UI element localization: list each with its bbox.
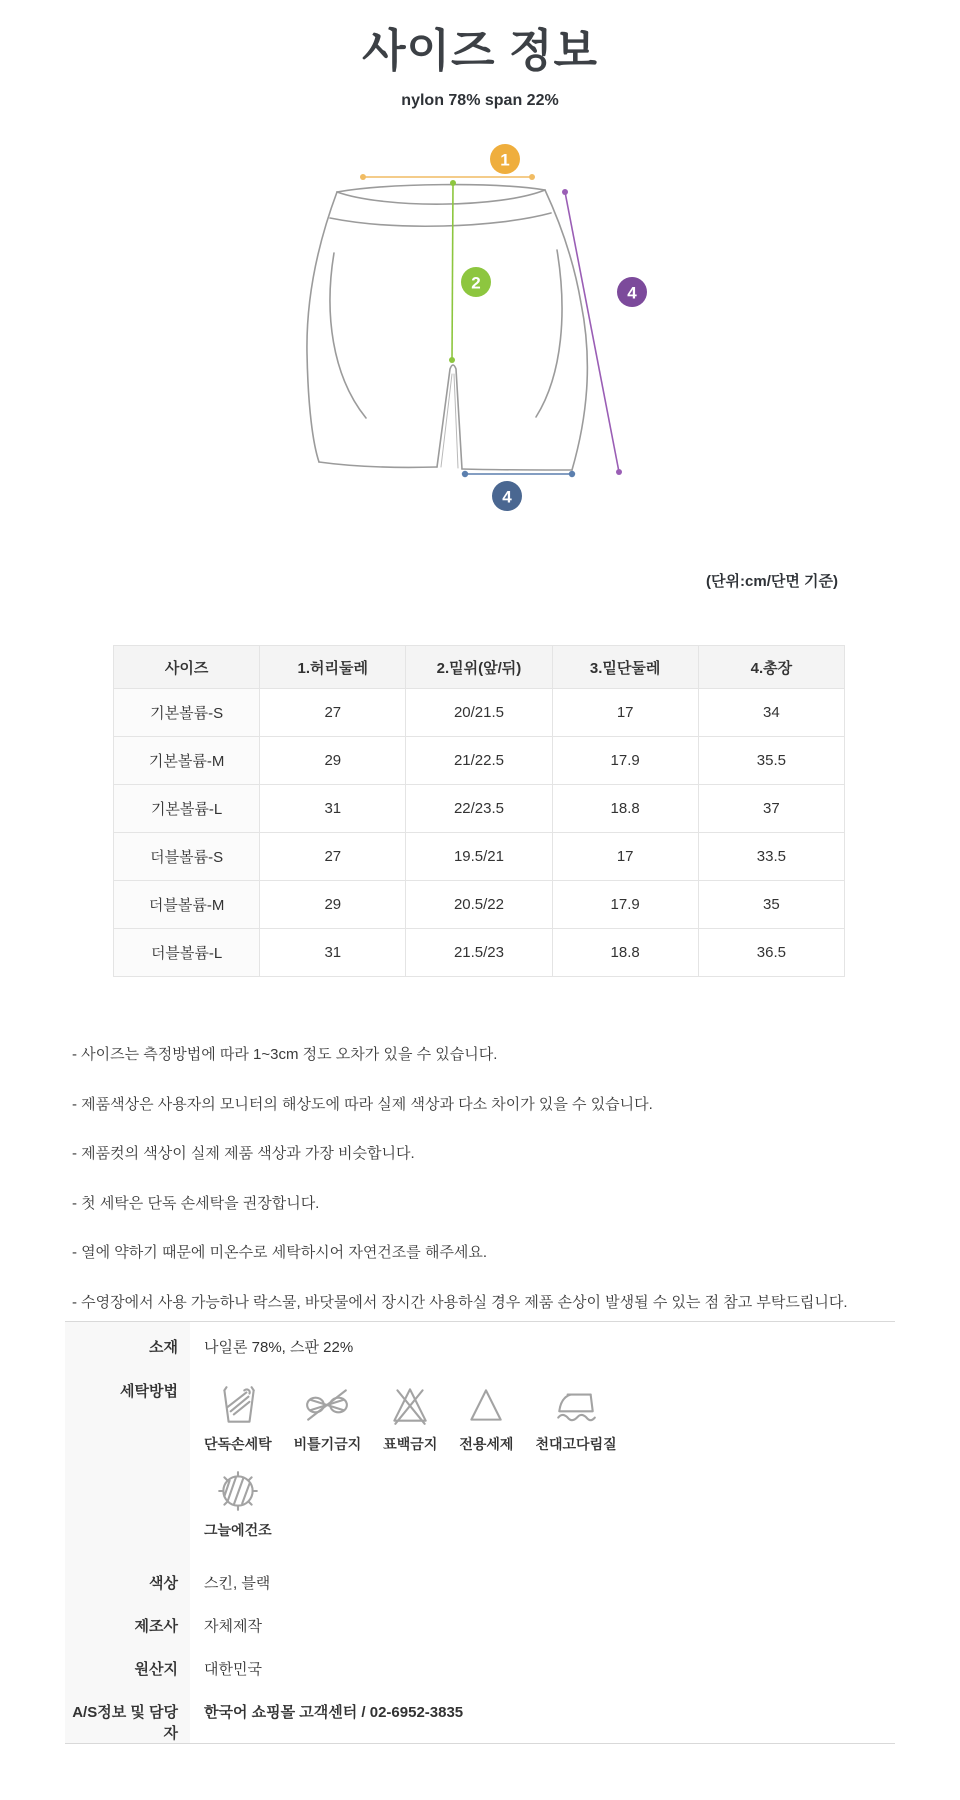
table-row (114, 929, 845, 977)
marker-rise (449, 180, 491, 363)
table-cell: 18.8 (552, 785, 698, 833)
care-value: 한국어 쇼핑몰 고객센터 / 02-6952-3835 (204, 1704, 464, 1721)
wash-label: 비틀기금지 (293, 1436, 362, 1452)
table-cell: 21/22.5 (406, 737, 552, 785)
table-cell: 29 (260, 881, 406, 929)
size-table (113, 645, 845, 977)
table-cell: 36.5 (698, 929, 844, 977)
table-cell: 21.5/23 (406, 929, 552, 977)
wash-method-icons (190, 1366, 617, 1558)
care-value: 대한민국 (204, 1661, 262, 1678)
notice-item: - 열에 약하기 때문에 미온수로 세탁하시어 자연건조를 해주세요. (72, 1244, 488, 1261)
table-cell: 20.5/22 (406, 881, 552, 929)
size-name-cell: 기본볼륨-S (114, 689, 260, 737)
care-row-origin (65, 1644, 895, 1687)
table-cell: 27 (260, 689, 406, 737)
neutral-detergent-icon (463, 1382, 509, 1428)
unit-note: (단위:cm/단면 기준) (706, 573, 838, 590)
table-row (114, 737, 845, 785)
table-row (114, 689, 845, 737)
care-label: 색상 (65, 1558, 190, 1601)
table-cell: 22/23.5 (406, 785, 552, 833)
dry-in-shade-icon (215, 1468, 261, 1514)
marker-length-number: 4 (627, 283, 637, 303)
care-row-color (65, 1558, 895, 1601)
care-row-as-info (65, 1687, 895, 1743)
table-cell: 17 (552, 689, 698, 737)
column-header: 사이즈 (114, 646, 260, 689)
hand-wash-icon (215, 1382, 261, 1428)
table-cell: 17 (552, 833, 698, 881)
notice-list (72, 1044, 908, 1341)
table-cell: 34 (698, 689, 844, 737)
size-name-cell: 더블볼륨-L (114, 929, 260, 977)
care-label: A/S정보 및 담당자 (65, 1687, 190, 1743)
table-row (114, 881, 845, 929)
column-header: 4.총장 (698, 646, 844, 689)
page-title: 사이즈 정보 (362, 25, 598, 76)
wash-label: 그늘에건조 (204, 1522, 272, 1538)
wash-label: 단독손세탁 (204, 1436, 272, 1452)
care-row-manufacturer (65, 1601, 895, 1644)
table-cell: 35.5 (698, 737, 844, 785)
marker-waist-number: 1 (500, 150, 510, 170)
wash-item (204, 1382, 272, 1454)
wash-label: 천대고다림질 (535, 1436, 617, 1452)
column-header: 2.밑위(앞/뒤) (406, 646, 552, 689)
table-cell: 27 (260, 833, 406, 881)
size-table-header-row (114, 646, 845, 689)
table-row (114, 785, 845, 833)
marker-rise-number: 2 (471, 273, 481, 293)
table-cell: 20/21.5 (406, 689, 552, 737)
wash-label: 전용세제 (459, 1436, 514, 1452)
care-label: 소재 (65, 1322, 190, 1366)
fabric-subtitle: nylon 78% span 22% (401, 92, 559, 109)
no-bleach-icon (387, 1382, 433, 1428)
care-label: 세탁방법 (65, 1366, 190, 1558)
notice-item: - 사이즈는 측정방법에 따라 1~3cm 정도 오차가 있을 수 있습니다. (72, 1046, 498, 1063)
no-wring-icon (304, 1382, 350, 1428)
wash-label: 표백금지 (383, 1436, 438, 1452)
column-header: 1.허리둘레 (260, 646, 406, 689)
care-value: 스킨, 블랙 (204, 1575, 271, 1592)
iron-with-cloth-icon (553, 1382, 599, 1428)
table-cell: 35 (698, 881, 844, 929)
table-cell: 31 (260, 929, 406, 977)
care-info-table (65, 1321, 895, 1744)
wash-item (383, 1382, 437, 1454)
care-label: 원산지 (65, 1644, 190, 1687)
wash-item (204, 1468, 272, 1540)
wash-icons-row (204, 1382, 617, 1454)
care-row-wash (65, 1366, 895, 1558)
notice-item: - 제품컷의 색상이 실제 제품 색상과 가장 비슷합니다. (72, 1145, 415, 1162)
marker-waist (360, 144, 535, 180)
column-header: 3.밑단둘레 (552, 646, 698, 689)
table-cell: 29 (260, 737, 406, 785)
size-name-cell: 더블볼륨-M (114, 881, 260, 929)
table-row (114, 833, 845, 881)
wash-item (294, 1382, 362, 1454)
marker-hem (462, 471, 575, 511)
table-cell: 17.9 (552, 737, 698, 785)
marker-length (562, 189, 647, 475)
notice-item: - 첫 세탁은 단독 손세탁을 권장합니다. (72, 1194, 320, 1212)
table-cell: 33.5 (698, 833, 844, 881)
care-row-material (65, 1322, 895, 1366)
wash-icons-row (204, 1468, 617, 1540)
care-value: 자체제작 (204, 1618, 262, 1635)
size-name-cell: 더블볼륨-S (114, 833, 260, 881)
table-cell: 31 (260, 785, 406, 833)
size-name-cell: 기본볼륨-L (114, 785, 260, 833)
notice-item: - 수영장에서 사용 가능하나 락스물, 바닷물에서 장시간 사용하실 경우 제품 손상이 발생될 수 있는 점 참고 부탁드립니다. (72, 1293, 848, 1311)
care-value: 나일론 78%, 스판 22% (204, 1339, 354, 1356)
wash-item (535, 1382, 616, 1454)
marker-hem-number: 4 (502, 487, 512, 507)
notice-item: - 제품색상은 사용자의 모니터의 해상도에 따라 실제 색상과 다소 차이가 있을 수 있습니다. (72, 1095, 653, 1113)
table-cell: 37 (698, 785, 844, 833)
wash-item (459, 1382, 513, 1454)
shorts-outline (307, 185, 587, 470)
shorts-diagram (250, 118, 670, 528)
table-cell: 18.8 (552, 929, 698, 977)
table-cell: 17.9 (552, 881, 698, 929)
size-name-cell: 기본볼륨-M (114, 737, 260, 785)
care-label: 제조사 (65, 1601, 190, 1644)
table-cell: 19.5/21 (406, 833, 552, 881)
